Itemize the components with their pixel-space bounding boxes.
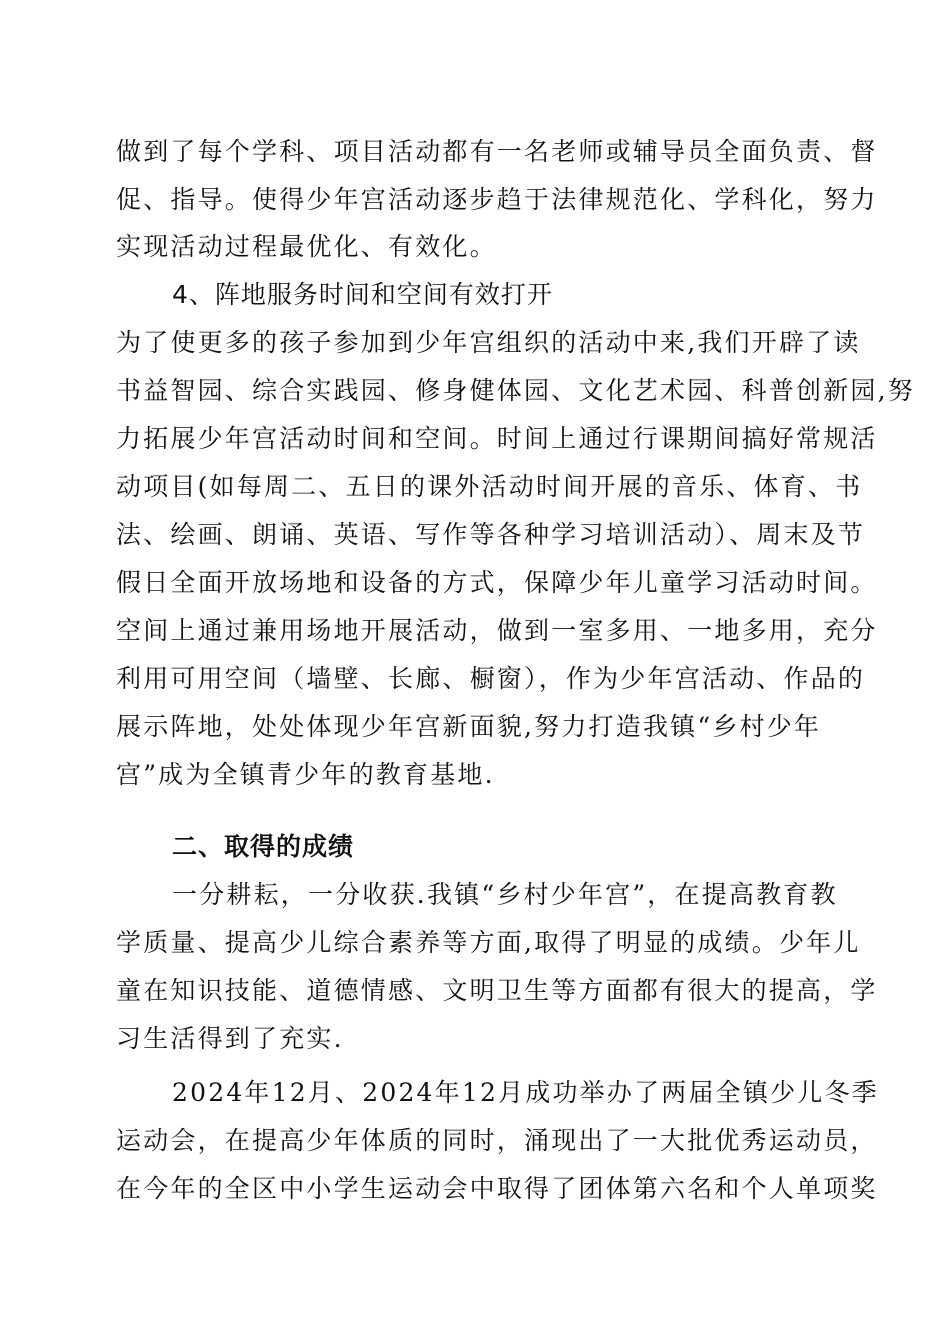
body-text-line: 促、指导。使得少年宫活动逐步趋于法律规范化、学科化，努力 <box>116 185 878 214</box>
body-text-line: 利用可用空间（墙壁、长廊、橱窗），作为少年宫活动、作品的 <box>116 664 866 693</box>
body-text-line: 运动会，在提高少年体质的同时，涌现出了一大批优秀运动员， <box>116 1126 878 1155</box>
body-text-line: 空间上通过兼用场地开展活动，做到一室多用、一地多用，充分 <box>116 616 878 645</box>
body-text-line: 动项目(如每周二、五日的课外活动时间开展的音乐、体育、书 <box>116 472 863 501</box>
body-text-line: 习生活得到了充实. <box>116 1024 344 1053</box>
body-text-line: 力拓展少年宫活动时间和空间。时间上通过行课期间搞好常规活 <box>116 424 878 453</box>
body-text-line: 展示阵地，处处体现少年宫新面貌,努力打造我镇“乡村少年 <box>116 712 822 741</box>
section-heading: 二、取得的成绩 <box>172 832 355 861</box>
body-text-line: 学质量、提高少儿综合素养等方面,取得了明显的成绩。少年儿 <box>116 928 861 957</box>
body-text-line: 做到了每个学科、项目活动都有一名老师或辅导员全面负责、督 <box>116 137 878 166</box>
body-text-line: 一分耕耘，一分收获.我镇“乡村少年宫”，在提高教育教 <box>172 880 838 909</box>
body-text-line: 为了使更多的孩子参加到少年宫组织的活动中来,我们开辟了读 <box>116 328 861 357</box>
body-text-line: 假日全面开放场地和设备的方式，保障少年儿童学习活动时间。 <box>116 568 878 597</box>
body-text-line: 2024年12月、2024年12月成功举办了两届全镇少儿冬季 <box>172 1078 879 1107</box>
body-text-line: 宫”成为全镇青少年的教育基地. <box>116 760 495 789</box>
body-text-line: 书益智园、综合实践园、修身健体园、文化艺术园、科普创新园,努 <box>116 376 915 405</box>
section-subheading: 4、阵地服务时间和空间有效打开 <box>172 280 553 309</box>
body-text-line: 实现活动过程最优化、有效化。 <box>116 232 497 261</box>
body-text-line: 法、绘画、朗诵、英语、写作等各种学习培训活动）、周末及节 <box>116 520 866 549</box>
body-text-line: 童在知识技能、道德情感、文明卫生等方面都有很大的提高，学 <box>116 976 878 1005</box>
body-text-line: 在今年的全区中小学生运动会中取得了团体第六名和个人单项奖 <box>116 1174 878 1203</box>
